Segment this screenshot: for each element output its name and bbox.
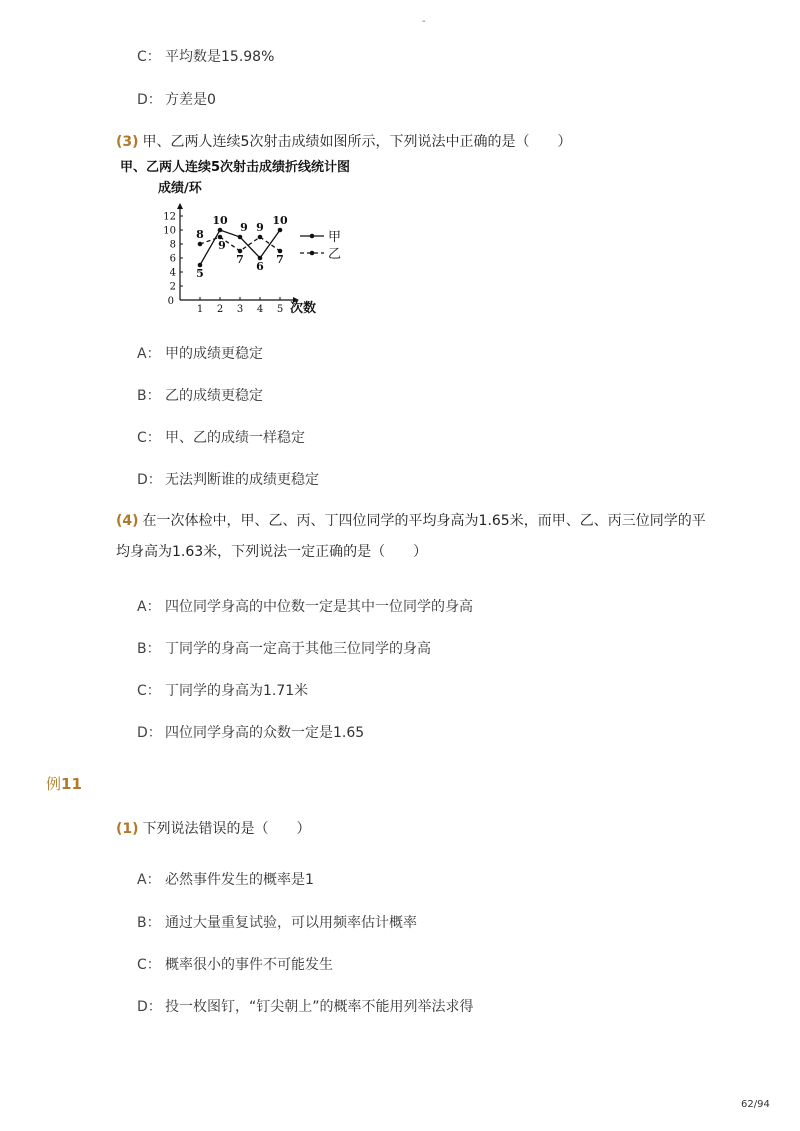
option-d[interactable] — [137, 996, 474, 1016]
option-letter: C： — [137, 957, 161, 973]
series-marks — [196, 214, 288, 280]
option-b[interactable] — [137, 385, 263, 405]
data-label: 9 — [218, 239, 226, 252]
option-text: 甲、乙的成绩一样稳定 — [165, 430, 305, 446]
legend — [300, 230, 341, 262]
option-letter: D： — [137, 472, 162, 488]
option-letter: A： — [137, 872, 161, 888]
data-point — [238, 235, 243, 240]
x-tick-label: 4 — [256, 304, 264, 315]
option-text: 甲的成绩更稳定 — [165, 346, 263, 362]
data-point — [218, 228, 223, 233]
option-letter: B： — [137, 915, 161, 931]
data-label: 8 — [196, 228, 204, 241]
option-letter: B： — [137, 641, 161, 657]
option-c[interactable] — [137, 680, 308, 700]
option-a[interactable] — [137, 343, 263, 363]
option-d[interactable] — [137, 89, 216, 109]
option-d[interactable] — [137, 722, 364, 742]
data-point — [278, 228, 283, 233]
y-axis-label: 成绩/环 — [158, 181, 202, 196]
data-label: 9 — [256, 221, 264, 234]
option-text: 无法判断谁的成绩更稳定 — [165, 472, 319, 488]
option-text: 乙的成绩更稳定 — [165, 388, 263, 404]
example-heading — [46, 773, 82, 794]
option-text: 平均数是15.98% — [165, 49, 275, 65]
page-number: 62/94 — [741, 1099, 770, 1110]
data-label: 6 — [256, 260, 264, 273]
y-tick-label: 2 — [169, 281, 176, 293]
option-letter: C： — [137, 683, 161, 699]
data-point — [198, 242, 203, 247]
question-3 — [116, 131, 571, 151]
option-letter: B： — [137, 388, 161, 404]
option-text: 必然事件发生的概率是1 — [165, 872, 314, 888]
option-text: 四位同学身高的众数一定是1.65 — [165, 725, 365, 741]
question-text: 下列说法错误的是（ ） — [142, 821, 311, 837]
legend-marker — [310, 234, 315, 239]
example-number: 11 — [61, 775, 82, 793]
option-a[interactable] — [137, 596, 473, 616]
y-tick-label: 8 — [169, 239, 176, 251]
x-tick-label: 3 — [236, 304, 244, 315]
question-text: 甲、乙两人连续5次射击成绩如图所示，下列说法中正确的是（ ） — [142, 134, 572, 150]
option-b[interactable] — [137, 638, 431, 658]
data-label: 7 — [276, 253, 284, 266]
y-tick-label: 10 — [163, 225, 176, 237]
question-number: (4) — [116, 513, 139, 529]
option-letter: C： — [137, 430, 161, 446]
option-letter: D： — [137, 92, 162, 108]
data-label: 5 — [196, 267, 204, 280]
y-tick-label: 6 — [169, 253, 176, 265]
option-letter: C： — [137, 49, 161, 65]
header-mark: - — [422, 16, 426, 27]
legend-label: 甲 — [328, 230, 342, 245]
option-text: 丁同学的身高为1.71米 — [165, 683, 309, 699]
data-label: 9 — [240, 221, 248, 234]
y-axis-arrow — [177, 203, 183, 209]
line-chart — [140, 176, 360, 326]
option-b[interactable] — [137, 912, 417, 932]
question-4 — [116, 505, 716, 567]
chart-title: 甲、乙两人连续5次射击成绩折线统计图 — [120, 160, 351, 175]
y-tick-label: 4 — [169, 267, 176, 279]
legend-label: 乙 — [328, 247, 342, 262]
option-c[interactable] — [137, 954, 333, 974]
example-prefix: 例 — [46, 775, 62, 793]
data-label: 10 — [272, 214, 288, 227]
question-1 — [116, 818, 311, 838]
option-c[interactable] — [137, 427, 305, 447]
option-text: 概率很小的事件不可能发生 — [165, 957, 333, 973]
option-text: 通过大量重复试验，可以用频率估计概率 — [165, 915, 417, 931]
option-text: 四位同学身高的中位数一定是其中一位同学的身高 — [165, 599, 473, 615]
option-letter: A： — [137, 599, 161, 615]
legend-marker — [310, 251, 315, 256]
x-tick-label: 2 — [216, 304, 224, 315]
option-d[interactable] — [137, 469, 319, 489]
option-text: 投一枚图钉，“钉尖朝上”的概率不能用列举法求得 — [165, 999, 474, 1015]
x-tick-label: 5 — [276, 304, 284, 315]
option-letter: D： — [137, 999, 162, 1015]
option-text: 方差是0 — [165, 92, 216, 108]
data-label: 7 — [236, 253, 244, 266]
y-tick-label: 12 — [163, 211, 176, 223]
option-a[interactable] — [137, 869, 314, 889]
option-text: 丁同学的身高一定高于其他三位同学的身高 — [165, 641, 431, 657]
data-point — [258, 235, 263, 240]
option-letter: A： — [137, 346, 161, 362]
question-number: (1) — [116, 821, 139, 837]
option-letter: D： — [137, 725, 162, 741]
origin-label: 0 — [167, 296, 174, 307]
option-c[interactable] — [137, 46, 274, 66]
question-number: (3) — [116, 134, 139, 150]
x-tick-label: 1 — [196, 304, 204, 315]
question-text: 在一次体检中，甲、乙、丙、丁四位同学的平均身高为1.65米，而甲、乙、丙三位同学的平均身高为1.63米，下列说法一定正确的是（ ） — [116, 513, 706, 560]
data-label: 10 — [212, 214, 228, 227]
x-axis-label: 次数 — [290, 301, 317, 316]
